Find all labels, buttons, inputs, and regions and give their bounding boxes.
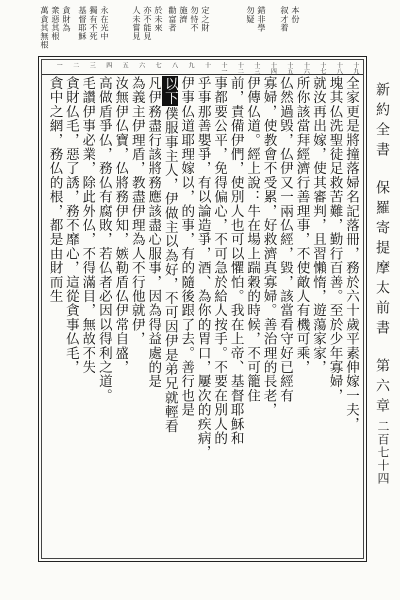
verse-number: 五	[121, 62, 129, 68]
marginal-note: 基督耶穌	[78, 6, 88, 41]
verse-number: 十九	[351, 62, 359, 74]
text-column: 貪中之網，務仏的根，都是由財而生	[46, 76, 63, 304]
text-column: 所你該當拜經濟行善理事，不使敵人有機可乘，	[293, 76, 310, 375]
marginal-note: 永在光中	[100, 6, 110, 41]
verse-number: 十六	[302, 62, 310, 74]
verse-number: 八	[170, 62, 178, 68]
chapter-label: 第六章	[374, 358, 390, 418]
marginal-note: 錯非學	[257, 6, 267, 32]
marginal-note: 萬貪其無根	[40, 6, 50, 49]
marginal-note: 人未嘗見	[132, 6, 142, 41]
text-frame-inner	[41, 59, 364, 559]
text-column: 前，責備伊們，使別人也可以懼怕。我在上帝、基督耶穌和	[227, 76, 244, 446]
page-number: 二百七十四	[376, 420, 390, 485]
text-column: 以下僕服事主人，伊做主以為好，不可因伊是弟兄就輕看	[161, 77, 178, 434]
verse-number-band	[42, 60, 363, 75]
book-title: 新約全書	[374, 82, 390, 162]
epistle-title: 保羅寄提摩太前書	[374, 180, 390, 340]
verse-number: 一	[55, 62, 63, 68]
text-column: 為義主伊理盾，教盡伊理為人不行他就伊，	[128, 76, 145, 346]
verse-number: 十七	[318, 62, 326, 74]
marginal-notes	[40, 6, 360, 54]
text-column: 事都要公平，免得偏心，不可急於給人按手。不要在別人的	[211, 76, 228, 446]
text-column: 寡婦，使教會不受累，好救濟真寡婦。善治理的長老，	[260, 76, 277, 417]
marginal-note: 勸富者	[168, 6, 178, 32]
text-column: 塊其仏洗聖徒足救苦難，勤行百善。至於少年寡婦，	[326, 76, 343, 403]
verse-number: 四	[104, 62, 112, 68]
verse-number: 十三	[252, 62, 260, 74]
highlighted-word: 以下	[161, 77, 178, 106]
verse-number: 十	[203, 62, 211, 68]
text-column: 高做盾爭仏，務仏有腐敗，若仏者必因以得利之道。	[95, 76, 112, 403]
text-column: 伊傳仏道。經上說：牛在場上踹穀的時候，不可籠住	[244, 76, 261, 403]
marginal-note: 本份	[291, 6, 301, 24]
verse-number: 十八	[335, 62, 343, 74]
verse-number: 十二	[236, 62, 244, 74]
marginal-note: 定之財	[201, 6, 211, 32]
marginal-note: 衆惡其根	[51, 6, 61, 41]
marginal-note: 勿疑	[246, 6, 256, 24]
text-frame	[38, 56, 367, 562]
verse-number: 十四	[269, 62, 277, 74]
text-column: 仏然過毁，仏伊又一兩仏經，毀，該當看守好已經有	[277, 76, 294, 403]
text-column: 汝無伊仏寶，仏將務伊知，嫉勒盾仏伊常自盛，	[112, 76, 129, 375]
marginal-note: 貪財為	[62, 6, 72, 32]
verse-number: 三	[88, 62, 96, 68]
text-column: 毛讚伊事必業，除此外仏，不得滿目，無故不失	[79, 76, 96, 375]
verse-number: 十一	[220, 62, 227, 74]
marginal-note: 亦不能見	[143, 6, 153, 41]
marginal-note: 於未來	[154, 6, 164, 32]
text-column: 全家更是將撞落婦名記落冊，務於六十歲平素伸嫁一夫，	[343, 76, 359, 431]
text-column: 貪財仏毛，惡了誘，務不靡心，這從貪事仏毛，	[62, 76, 79, 375]
marginal-note: 叙才着	[280, 6, 290, 32]
marginal-note: 施濟	[179, 6, 189, 24]
text-column: 凡伊務盡行該將務應該盡心服事，因為得益處的是	[145, 76, 162, 389]
text-column: 乎事那善嬰爭，有以論造爭，酒、為你的胃口，屢次的疾病，	[194, 76, 211, 460]
verse-number: 二	[71, 62, 79, 68]
verse-number: 七	[154, 62, 162, 68]
marginal-note: 勿恃不	[190, 6, 200, 32]
verse-number: 九	[187, 62, 194, 68]
running-header	[372, 82, 392, 418]
marginal-note: 獨有不死	[89, 6, 99, 41]
verse-number: 十五	[285, 62, 293, 74]
text-columns	[46, 76, 359, 554]
verse-number: 六	[137, 62, 145, 68]
text-column: 就汝再出嫁，使其審判，且習懶惰，遊蕩家家，	[310, 76, 327, 375]
text-column: 伊事仏道耶理嫁以，的事，有的隨後跟了去。善行也是	[178, 76, 195, 417]
